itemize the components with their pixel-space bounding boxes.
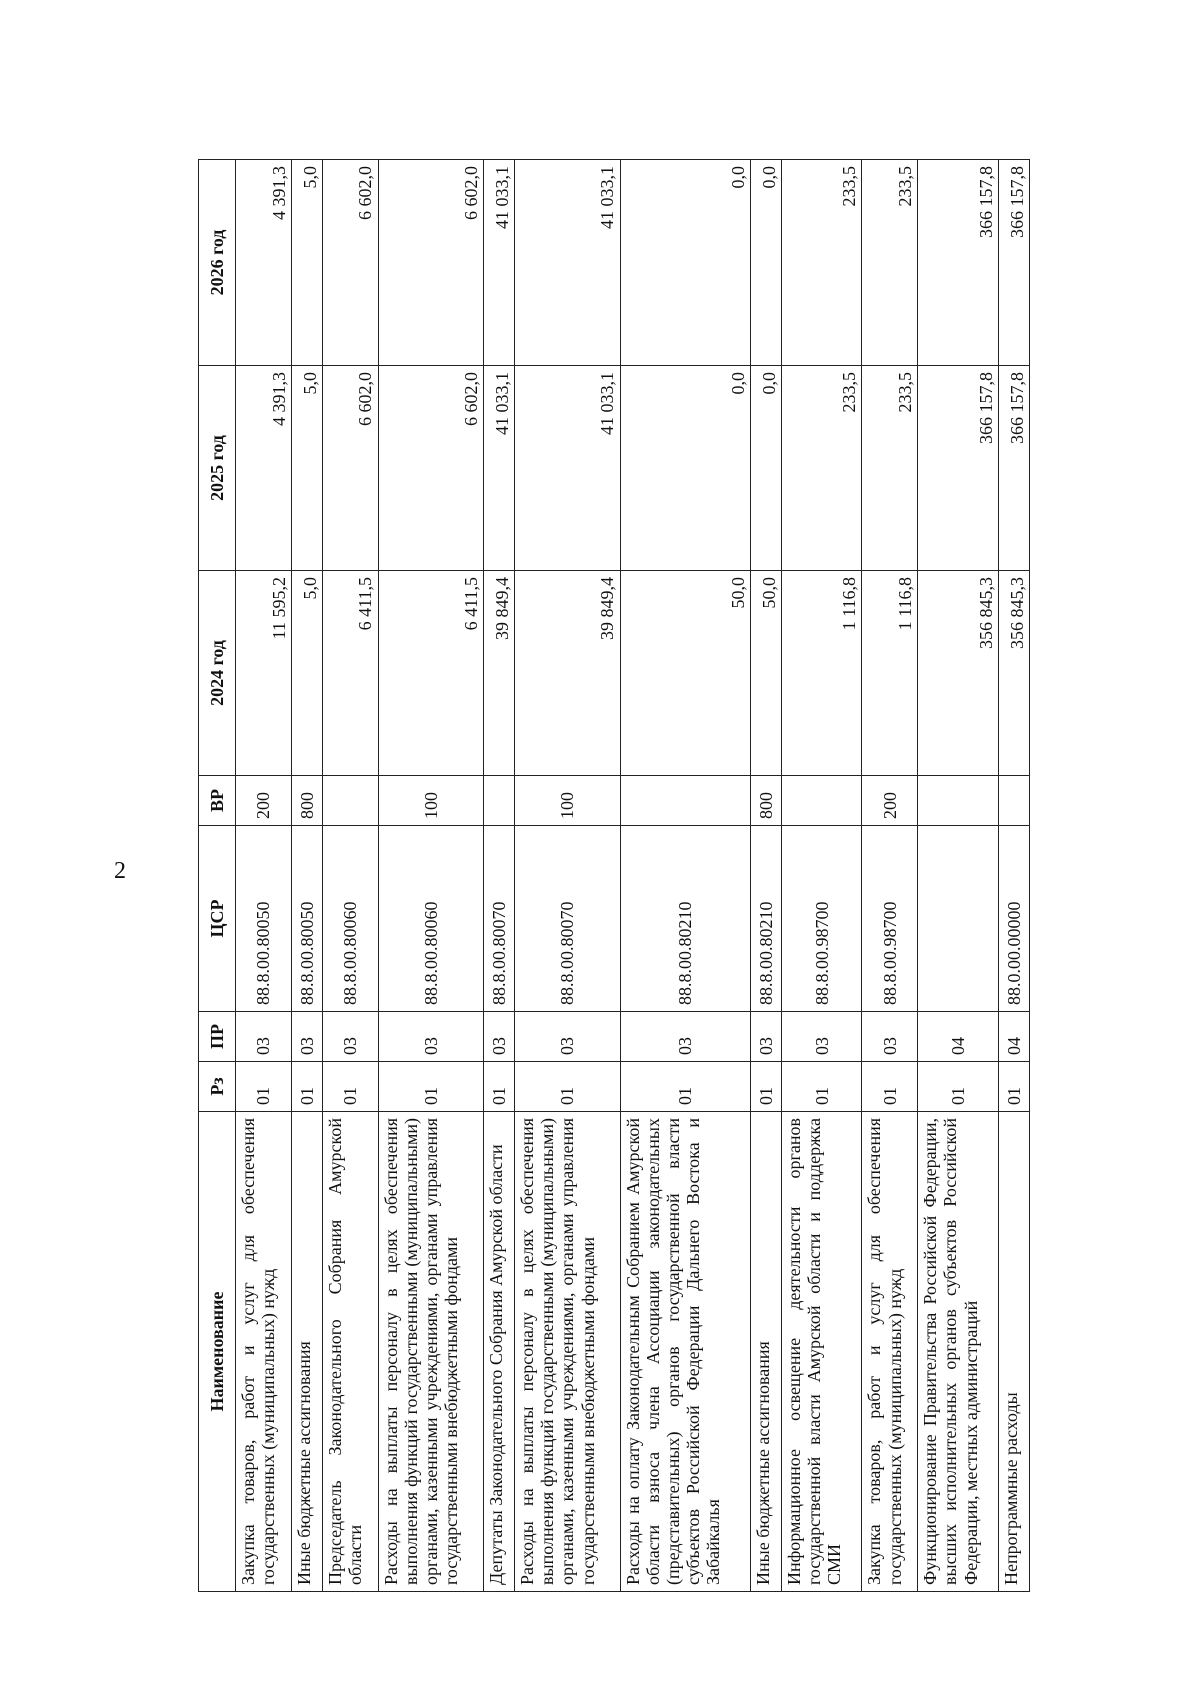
cell-2025: 0,0 xyxy=(620,366,750,571)
cell-csr: 88.8.00.80070 xyxy=(484,826,515,1012)
cell-pr: 04 xyxy=(918,1012,999,1062)
header-name: Наименование xyxy=(199,1112,236,1592)
cell-vr xyxy=(781,776,862,826)
table-row xyxy=(781,160,862,1592)
cell-2024: 50,0 xyxy=(620,571,750,776)
cell-vr xyxy=(918,776,999,826)
cell-pr: 03 xyxy=(515,1012,620,1062)
cell-rz: 01 xyxy=(291,1062,322,1112)
cell-2024: 356 845,3 xyxy=(998,571,1029,776)
cell-pr: 03 xyxy=(322,1012,378,1062)
cell-2025: 4 391,3 xyxy=(236,366,292,571)
cell-name: Закупка товаров, работ и услуг для обеспечения государственных (муниципальных) нужд xyxy=(236,1112,292,1592)
table-row xyxy=(236,160,292,1592)
cell-vr: 100 xyxy=(515,776,620,826)
budget-table xyxy=(198,159,1030,1592)
cell-2025: 366 157,8 xyxy=(918,366,999,571)
cell-rz: 01 xyxy=(484,1062,515,1112)
cell-2026: 233,5 xyxy=(781,160,862,366)
cell-name: Функционирование Правительства Российской Федерации, высших исполнительных органов субъектов Российской Федерации, местных администраций xyxy=(918,1112,999,1592)
cell-csr: 88.8.00.80050 xyxy=(236,826,292,1012)
cell-pr: 03 xyxy=(291,1012,322,1062)
table-row xyxy=(378,160,483,1592)
cell-pr: 03 xyxy=(620,1012,750,1062)
table-header-row xyxy=(199,160,236,1592)
cell-2025: 6 602,0 xyxy=(322,366,378,571)
cell-name: Непрограммные расходы xyxy=(998,1112,1029,1592)
cell-csr: 88.8.00.80060 xyxy=(378,826,483,1012)
table-row xyxy=(862,160,918,1592)
cell-csr: 88.8.00.80210 xyxy=(750,826,781,1012)
cell-2025: 0,0 xyxy=(750,366,781,571)
table-row xyxy=(750,160,781,1592)
cell-2024: 6 411,5 xyxy=(322,571,378,776)
cell-2026: 0,0 xyxy=(750,160,781,366)
header-rz: Рз xyxy=(199,1062,236,1112)
cell-csr: 88.8.00.98700 xyxy=(781,826,862,1012)
table-row xyxy=(998,160,1029,1592)
cell-csr: 88.8.00.80070 xyxy=(515,826,620,1012)
cell-name: Расходы на выплаты персоналу в целях обеспечения выполнения функций государственными (муниципальными) органами, казенными учреждениями, органами управления государственными внебюджетными фондами xyxy=(515,1112,620,1592)
cell-2026: 41 033,1 xyxy=(515,160,620,366)
cell-2026: 4 391,3 xyxy=(236,160,292,366)
cell-name: Закупка товаров, работ и услуг для обеспечения государственных (муниципальных) нужд xyxy=(862,1112,918,1592)
cell-rz: 01 xyxy=(236,1062,292,1112)
cell-2025: 233,5 xyxy=(781,366,862,571)
cell-2024: 6 411,5 xyxy=(378,571,483,776)
cell-2024: 5,0 xyxy=(291,571,322,776)
cell-csr: 88.8.00.98700 xyxy=(862,826,918,1012)
cell-2025: 41 033,1 xyxy=(484,366,515,571)
cell-rz: 01 xyxy=(378,1062,483,1112)
header-2026: 2026 год xyxy=(199,160,236,366)
cell-2024: 39 849,4 xyxy=(484,571,515,776)
cell-2025: 6 602,0 xyxy=(378,366,483,571)
cell-name: Иные бюджетные ассигнования xyxy=(750,1112,781,1592)
cell-vr: 100 xyxy=(378,776,483,826)
cell-2026: 0,0 xyxy=(620,160,750,366)
cell-rz: 01 xyxy=(515,1062,620,1112)
cell-2024: 1 116,8 xyxy=(862,571,918,776)
cell-rz: 01 xyxy=(862,1062,918,1112)
cell-vr xyxy=(998,776,1029,826)
cell-name: Депутаты Законодательного Собрания Амурской области xyxy=(484,1112,515,1592)
cell-pr: 03 xyxy=(781,1012,862,1062)
header-2024: 2024 год xyxy=(199,571,236,776)
cell-pr: 04 xyxy=(998,1012,1029,1062)
cell-name: Информационное освещение деятельности органов государственной власти Амурской области и поддержка СМИ xyxy=(781,1112,862,1592)
cell-rz: 01 xyxy=(322,1062,378,1112)
cell-2024: 39 849,4 xyxy=(515,571,620,776)
cell-rz: 01 xyxy=(781,1062,862,1112)
header-2025: 2025 год xyxy=(199,366,236,571)
cell-pr: 03 xyxy=(484,1012,515,1062)
cell-vr: 200 xyxy=(236,776,292,826)
cell-pr: 03 xyxy=(378,1012,483,1062)
cell-2025: 366 157,8 xyxy=(998,366,1029,571)
page-number: 2 xyxy=(114,858,126,884)
cell-vr: 800 xyxy=(750,776,781,826)
cell-rz: 01 xyxy=(998,1062,1029,1112)
cell-vr xyxy=(322,776,378,826)
cell-2026: 366 157,8 xyxy=(998,160,1029,366)
cell-vr xyxy=(620,776,750,826)
cell-2026: 41 033,1 xyxy=(484,160,515,366)
table-row xyxy=(620,160,750,1592)
cell-2024: 50,0 xyxy=(750,571,781,776)
cell-2025: 233,5 xyxy=(862,366,918,571)
cell-2025: 5,0 xyxy=(291,366,322,571)
cell-csr: 88.0.00.00000 xyxy=(998,826,1029,1012)
cell-2024: 1 116,8 xyxy=(781,571,862,776)
cell-name: Расходы на выплаты персоналу в целях обеспечения выполнения функций государственными (муниципальными) органами, казенными учреждениями, органами управления государственными внебюджетными фондами xyxy=(378,1112,483,1592)
cell-csr: 88.8.00.80060 xyxy=(322,826,378,1012)
cell-2024: 11 595,2 xyxy=(236,571,292,776)
cell-vr: 800 xyxy=(291,776,322,826)
table-row xyxy=(291,160,322,1592)
cell-rz: 01 xyxy=(750,1062,781,1112)
header-csr: ЦСР xyxy=(199,826,236,1012)
cell-name: Иные бюджетные ассигнования xyxy=(291,1112,322,1592)
cell-rz: 01 xyxy=(620,1062,750,1112)
header-vr: ВР xyxy=(199,776,236,826)
cell-2026: 6 602,0 xyxy=(322,160,378,366)
cell-2026: 6 602,0 xyxy=(378,160,483,366)
cell-2026: 366 157,8 xyxy=(918,160,999,366)
table-row xyxy=(515,160,620,1592)
cell-vr xyxy=(484,776,515,826)
cell-csr: 88.8.00.80210 xyxy=(620,826,750,1012)
table-row xyxy=(484,160,515,1592)
cell-pr: 03 xyxy=(862,1012,918,1062)
cell-name: Председатель Законодательного Собрания Амурской области xyxy=(322,1112,378,1592)
cell-2026: 5,0 xyxy=(291,160,322,366)
cell-csr: 88.8.00.80050 xyxy=(291,826,322,1012)
cell-csr xyxy=(918,826,999,1012)
cell-vr: 200 xyxy=(862,776,918,826)
budget-table-container xyxy=(198,160,1030,1592)
cell-2026: 233,5 xyxy=(862,160,918,366)
cell-2025: 41 033,1 xyxy=(515,366,620,571)
table-row xyxy=(322,160,378,1592)
cell-pr: 03 xyxy=(750,1012,781,1062)
cell-pr: 03 xyxy=(236,1012,292,1062)
cell-rz: 01 xyxy=(918,1062,999,1112)
cell-2024: 356 845,3 xyxy=(918,571,999,776)
header-pr: ПР xyxy=(199,1012,236,1062)
table-body xyxy=(236,160,1030,1592)
cell-name: Расходы на оплату Законодательным Собранием Амурской области взноса члена Ассоциации законодательных (представительных) органов государственной власти субъектов Российской Федерации Дальнего Востока и Забайкалья xyxy=(620,1112,750,1592)
table-row xyxy=(918,160,999,1592)
